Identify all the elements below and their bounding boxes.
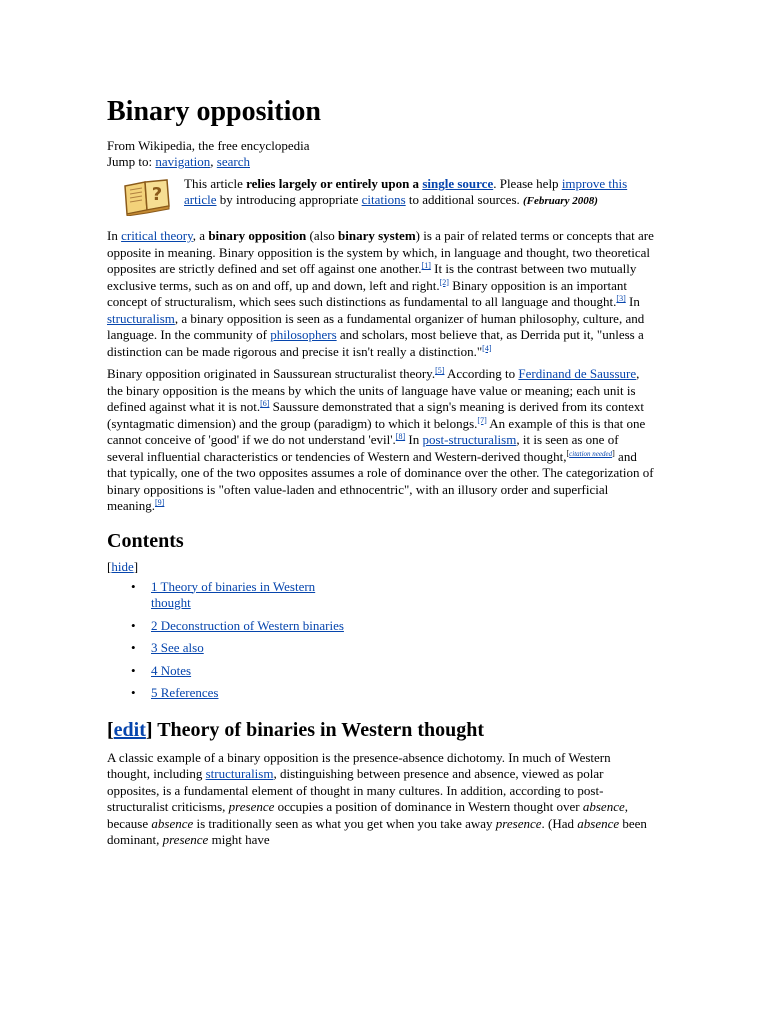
toc-item [107, 579, 655, 612]
critical-theory-link[interactable]: critical theory [121, 228, 193, 243]
ref-link-8[interactable]: [8] [395, 432, 406, 441]
jump-navigation-link[interactable]: navigation [155, 154, 211, 169]
ref-link-3[interactable]: [3] [616, 294, 626, 303]
intro-paragraph-1: In critical theory, a binary opposition (also binary system) is a pair of related terms or concepts that are opposite in meaning. Binary opposition is the system by which, in language and thought, two theoretical opposites are strictly defined and set off against one another.[1] It is the contrast between two mutually exclusive terms, such as on and off, up and down, left and right.[2] Binary opposition is an important concept of structuralism, which sees such distinctions as fundamental to all language and thought.[3] In structuralism, a binary opposition is seen as a fundamental organizer of human philosophy, culture, and language. In the community of philosophers and scholars, most believe that, as Derrida put it, "unless a distinction can be made rigorous and precise it isn't really a distinction."[4] [107, 228, 654, 359]
bullet-icon: • [131, 685, 136, 700]
ref-link-7[interactable]: [7] [477, 415, 487, 425]
citations-link[interactable]: citations [361, 192, 406, 207]
ref-link-9[interactable]: [9] [155, 498, 165, 507]
bullet-icon: • [131, 617, 136, 633]
contents-heading: Contents [107, 529, 184, 552]
notice-date: (February 2008) [523, 195, 598, 207]
svg-text:?: ? [151, 184, 163, 205]
ref-link-1[interactable]: [1] [421, 261, 431, 270]
toc-link-4[interactable]: 4 Notes [151, 662, 192, 678]
site-subtitle: From Wikipedia, the free encyclopedia [107, 138, 310, 153]
article-page [107, 96, 655, 855]
toc-toggle: [hide] [107, 558, 139, 574]
citation-needed-link[interactable]: citation needed [569, 449, 613, 458]
improve-article-link[interactable]: improve this article [184, 176, 628, 207]
single-source-link[interactable]: single source [422, 176, 494, 191]
bullet-icon: • [131, 662, 136, 678]
toc-link-5[interactable]: 5 References [151, 685, 219, 700]
source-notice [107, 176, 655, 228]
saussure-link[interactable]: Ferdinand de Saussure [518, 366, 637, 381]
jump-search-link[interactable]: search [216, 154, 250, 169]
toc-item [107, 640, 655, 657]
ref-link-5[interactable]: [5] [435, 366, 445, 375]
section-heading-theory: [edit] Theory of binaries in Western thought [107, 718, 485, 741]
jump-to-line: Jump to: navigation, search [107, 154, 250, 169]
toc-item [107, 618, 655, 635]
philosophers-link[interactable]: philosophers [270, 327, 337, 342]
toc-link-1[interactable]: 1 Theory of binaries in Western thought [151, 578, 316, 610]
ref-link-4[interactable]: [4] [482, 343, 492, 353]
toc-item [107, 663, 655, 680]
jump-to-label: Jump to: [107, 154, 156, 169]
toc-link-3[interactable]: 3 See also [151, 640, 204, 655]
bullet-icon: • [131, 578, 136, 594]
structuralism-link-2[interactable]: structuralism [205, 766, 274, 781]
intro-paragraph-2: Binary opposition originated in Saussurean structuralist theory.[5] According to Ferdinand de Saussure, the binary opposition is the means by which the units of language have value or meaning; each unit is defined against what it is not.[6] Saussure demonstrated that a sign's meaning is derived from its context (syntagmatic dimension) and the group (paradigm) to which it belongs.[7] An example of this is that one cannot conceive of 'good' if we do not understand 'evil'.[8] In post-structuralism, it is seen as one of several influential characteristics or tendencies of Western and Western-derived thought,[citation needed] and that typically, one of the two opposites assumes a role of dominance over the other. The categorization of binary oppositions is "often value-laden and ethnocentric", with an illusory order and superficial meaning.[9] [107, 366, 654, 513]
bullet-icon: • [131, 640, 136, 655]
notice-text: This article relies largely or entirely upon a single source. Please help improve this article by introducing appropriate citations to additional sources. (February 2008) [184, 176, 628, 207]
toc-link-2[interactable]: 2 Deconstruction of Western binaries [151, 617, 344, 633]
structuralism-link[interactable]: structuralism [107, 310, 175, 326]
ref-link-2[interactable]: [2] [439, 277, 449, 287]
hide-toc-link[interactable]: hide [111, 558, 134, 574]
page-title: Binary opposition [107, 96, 321, 127]
ref-link-6[interactable]: [6] [260, 399, 270, 408]
edit-section-link[interactable]: edit [113, 718, 146, 741]
book-question-icon [121, 176, 173, 216]
section-paragraph: A classic example of a binary opposition is the presence-absence dichotomy. In much of Western thought, including structuralism, distinguishing between presence and absence, viewed as polar opposites, is a fundamental element of thought in many cultures. In addition, according to post-structuralist criticisms, presence occupies a position of dominance in Western thought over absence, because absence is traditionally seen as what you get when you take away presence. (Had absence been dominant, presence might have [107, 749, 647, 847]
toc-item [107, 685, 655, 702]
table-of-contents [107, 579, 655, 702]
post-structuralism-link[interactable]: post-structuralism [422, 432, 517, 447]
